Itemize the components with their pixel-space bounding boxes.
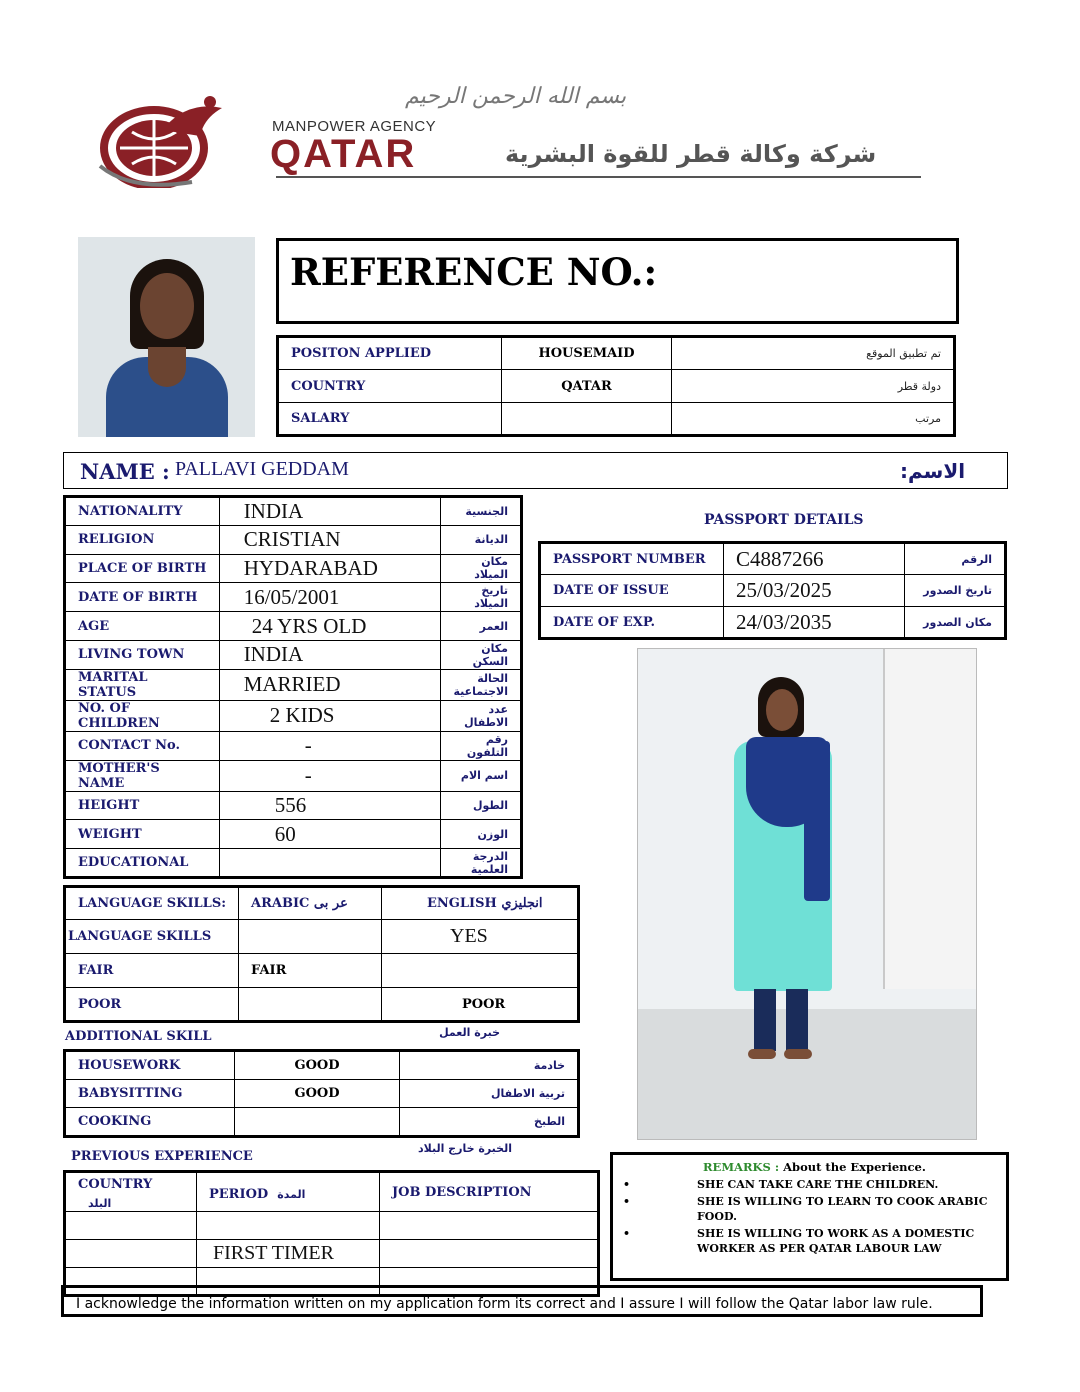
table-row <box>65 887 579 920</box>
remarks-list <box>623 1177 998 1258</box>
additional-skills-table <box>63 1049 580 1138</box>
table-row <box>65 760 522 791</box>
bullet-icon: • <box>623 1227 631 1240</box>
name-arabic-label: الاسم: <box>900 459 966 483</box>
personal-arabic: الديانة <box>441 525 522 554</box>
passport-arabic: مكان الصدور <box>905 607 1006 639</box>
personal-label: MOTHER'S NAME <box>65 760 220 791</box>
skill-label: BABYSITTING <box>65 1079 235 1108</box>
remarks-subtitle: About the Experience. <box>783 1160 926 1174</box>
personal-value: HYDARABAD <box>219 554 441 583</box>
position-label: POSITON APPLIED <box>278 337 502 370</box>
remarks-box <box>610 1152 1009 1281</box>
passport-label: PASSPORT NUMBER <box>540 543 724 575</box>
personal-label: NO. OF CHILDREN <box>65 700 220 731</box>
table-row <box>65 1240 599 1268</box>
skill-value <box>235 1108 400 1137</box>
additional-skill-title: ADDITIONAL SKILL <box>65 1029 212 1044</box>
name-value: PALLAVI GEDDAM <box>175 458 349 480</box>
table-row <box>65 820 522 849</box>
personal-arabic: الوزن <box>441 820 522 849</box>
personal-arabic: تاريخ الميلاد <box>441 583 522 612</box>
header-divider <box>276 176 921 178</box>
personal-arabic: مكان الميلاد <box>441 554 522 583</box>
personal-label: AGE <box>65 612 220 641</box>
personal-label: LIVING TOWN <box>65 640 220 669</box>
personal-arabic: الجنسية <box>441 497 522 526</box>
exp-job-header: JOB DESCRIPTION <box>380 1172 599 1212</box>
globe-logo-icon <box>92 96 232 188</box>
remarks-title: REMARKS : <box>703 1160 780 1174</box>
agency-arabic-name: شركة وكالة قطر للقوة البشرية <box>505 140 877 168</box>
personal-value: CRISTIAN <box>219 525 441 554</box>
table-row <box>65 1108 579 1137</box>
personal-value: 16/05/2001 <box>219 583 441 612</box>
passport-table <box>538 541 1007 640</box>
salary-label: SALARY <box>278 403 502 436</box>
exp-period-value: FIRST TIMER <box>197 1240 380 1268</box>
agency-name: QATAR <box>270 132 417 176</box>
personal-arabic: رقم التلفون <box>441 731 522 760</box>
language-row-label: LANGUAGE SKILLS <box>65 920 239 954</box>
passport-label: DATE OF ISSUE <box>540 575 724 607</box>
personal-arabic: الحالة الاجتماعية <box>441 669 522 700</box>
table-row <box>65 920 579 954</box>
table-row <box>65 1172 599 1212</box>
passport-label: DATE OF EXP. <box>540 607 724 639</box>
acknowledgement-text: I acknowledge the information written on my application form its correct and I assure I will follow the Qatar labor law rule. <box>61 1285 983 1317</box>
name-label: NAME : <box>80 459 170 484</box>
table-row <box>65 849 522 878</box>
reference-title: REFERENCE NO.: <box>290 250 658 294</box>
poor-arabic <box>239 988 382 1022</box>
skill-label: HOUSEWORK <box>65 1051 235 1080</box>
personal-value: INDIA <box>219 640 441 669</box>
table-row <box>65 525 522 554</box>
fair-arabic: FAIR <box>239 954 382 988</box>
skill-arabic: خادمة <box>400 1051 579 1080</box>
table-row <box>65 731 522 760</box>
bullet-icon: • <box>623 1178 631 1191</box>
personal-arabic: اسم الام <box>441 760 522 791</box>
personal-label: CONTACT No. <box>65 731 220 760</box>
passport-value: 25/03/2025 <box>724 575 905 607</box>
personal-label: WEIGHT <box>65 820 220 849</box>
table-row <box>65 988 579 1022</box>
position-arabic: تم تطبيق الموقع <box>672 337 955 370</box>
language-row-english: YES <box>382 920 579 954</box>
language-arabic-col: ARABIC عر بى <box>239 887 382 920</box>
passport-arabic: الرقم <box>905 543 1006 575</box>
personal-details-table <box>63 495 523 879</box>
language-row-arabic <box>239 920 382 954</box>
agency-subtitle: MANPOWER AGENCY <box>272 118 437 135</box>
skill-arabic: تربية الاطفال <box>400 1079 579 1108</box>
previous-experience-arabic: الخبرة خارج البلاد <box>417 1142 512 1155</box>
personal-value: 60 <box>219 820 441 849</box>
position-table <box>276 335 956 437</box>
candidate-full-photo <box>637 648 977 1140</box>
table-row <box>65 1212 599 1240</box>
table-row <box>65 954 579 988</box>
salary-arabic: مرتب <box>672 403 955 436</box>
personal-value: - <box>219 760 441 791</box>
skill-value: GOOD <box>235 1079 400 1108</box>
table-row <box>278 337 955 370</box>
remark-item: • SHE CAN TAKE CARE THE CHILDREN. <box>623 1178 939 1191</box>
bismillah-text: بسم الله الرحمن الرحيم <box>405 84 627 109</box>
salary-value <box>502 403 672 436</box>
personal-label: NATIONALITY <box>65 497 220 526</box>
personal-value: INDIA <box>219 497 441 526</box>
fair-english <box>382 954 579 988</box>
skill-arabic: الطبخ <box>400 1108 579 1137</box>
table-row <box>540 543 1006 575</box>
personal-label: HEIGHT <box>65 791 220 820</box>
exp-period-header: PERIOD المدة <box>197 1172 380 1212</box>
table-row <box>540 575 1006 607</box>
personal-value: - <box>219 731 441 760</box>
table-row <box>65 1079 579 1108</box>
poor-label: POOR <box>65 988 239 1022</box>
table-row <box>65 612 522 641</box>
experience-table <box>63 1170 600 1297</box>
exp-country-header: COUNTRY البلد <box>65 1172 197 1212</box>
additional-skill-arabic: خبرة العمل <box>439 1026 500 1039</box>
table-row <box>65 1051 579 1080</box>
personal-arabic: مكان السكن <box>441 640 522 669</box>
language-english-col: ENGLISH انجليزي <box>382 887 579 920</box>
table-row <box>278 370 955 403</box>
personal-arabic: عدد الاطفال <box>441 700 522 731</box>
remark-item: • SHE IS WILLING TO LEARN TO COOK ARABIC FOOD. <box>623 1195 988 1223</box>
personal-arabic: الطول <box>441 791 522 820</box>
table-row <box>65 554 522 583</box>
personal-arabic: الدرجة العلمية <box>441 849 522 878</box>
personal-value <box>219 849 441 878</box>
personal-label: EDUCATIONAL <box>65 849 220 878</box>
skill-label: COOKING <box>65 1108 235 1137</box>
poor-english: POOR <box>382 988 579 1022</box>
candidate-portrait-photo <box>78 237 255 437</box>
table-row <box>540 607 1006 639</box>
passport-arabic: تاريخ الصدور <box>905 575 1006 607</box>
personal-value: MARRIED <box>219 669 441 700</box>
table-row <box>65 497 522 526</box>
skill-value: GOOD <box>235 1051 400 1080</box>
personal-value: 2 KIDS <box>219 700 441 731</box>
table-row <box>65 669 522 700</box>
language-skills-table <box>63 885 580 1023</box>
country-value: QATAR <box>502 370 672 403</box>
passport-value: 24/03/2035 <box>724 607 905 639</box>
table-row <box>65 791 522 820</box>
language-header-label: LANGUAGE SKILLS: <box>65 887 239 920</box>
personal-value: 556 <box>219 791 441 820</box>
table-row <box>278 403 955 436</box>
previous-experience-title: PREVIOUS EXPERIENCE <box>71 1149 253 1164</box>
passport-title: PASSPORT DETAILS <box>704 512 864 528</box>
position-value: HOUSEMAID <box>502 337 672 370</box>
table-row <box>65 583 522 612</box>
personal-label: PLACE OF BIRTH <box>65 554 220 583</box>
remark-item: • SHE IS WILLING TO WORK AS A DOMESTIC WORKER AS PER QATAR LABOUR LAW <box>623 1227 975 1255</box>
country-label: COUNTRY <box>278 370 502 403</box>
passport-value: C4887266 <box>724 543 905 575</box>
personal-value: 24 YRS OLD <box>219 612 441 641</box>
table-row <box>65 640 522 669</box>
bullet-icon: • <box>623 1195 631 1208</box>
personal-arabic: العمر <box>441 612 522 641</box>
personal-label: DATE OF BIRTH <box>65 583 220 612</box>
personal-label: MARITAL STATUS <box>65 669 220 700</box>
fair-label: FAIR <box>65 954 239 988</box>
personal-label: RELIGION <box>65 525 220 554</box>
country-arabic: دولة قطر <box>672 370 955 403</box>
table-row <box>65 700 522 731</box>
